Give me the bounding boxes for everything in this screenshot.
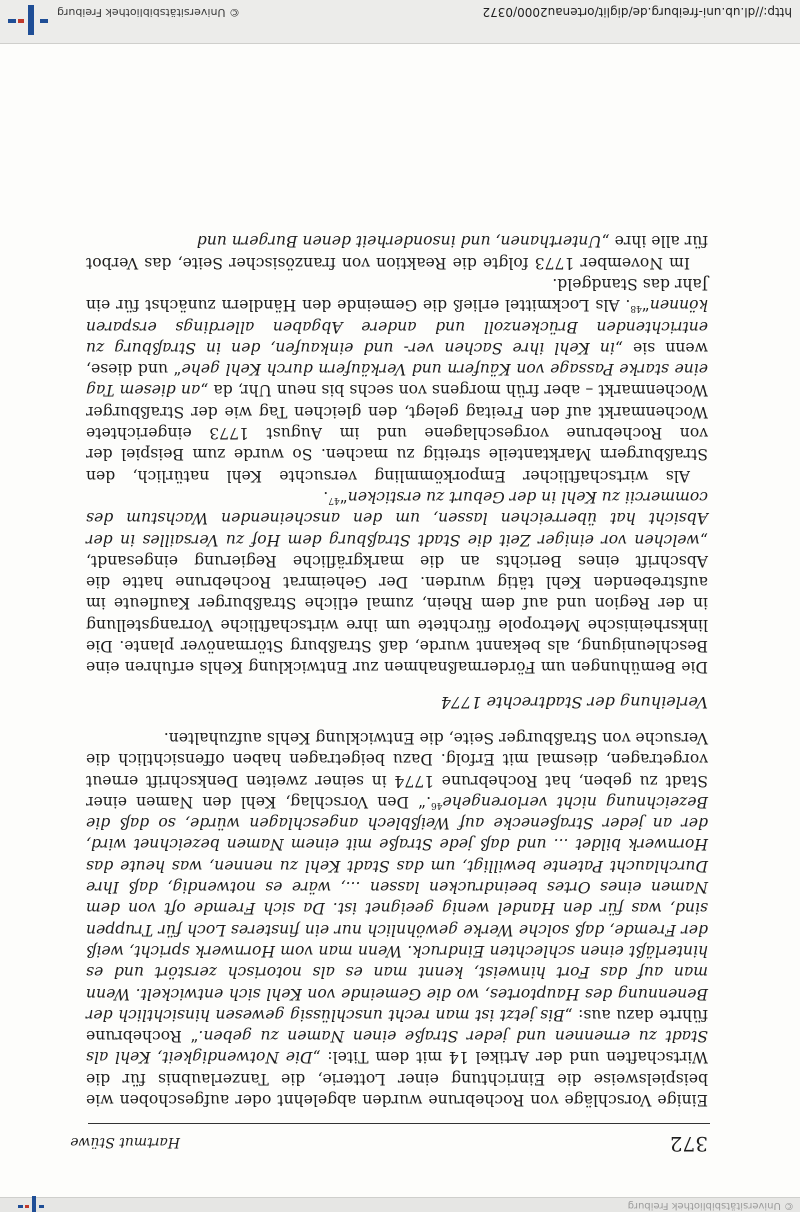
paragraph-3 <box>86 273 708 486</box>
italic-quote: Bis jetzt ist man recht unschlüssig gewesen hinsichtlich der Benennung des Hauptortes, wo die Gemeinde von Kehl sich entwickelt. Wenn man auf das Fort hinweist, kennt man es als notorisch zerstört und es hinterläßt einen schlechten Eindruck. Wenn man vom Hornwerk spricht, weiß der Fremde, daß solche Werke gewöhnlich nur ein finsteres Loch für Truppen sind, was für den Handel wenig geeignet ist. Da sich Fremde oft von dem Namen eines Ortes beeindrucken lassen ..., wäre es notwendig, daß Ihre Durchlaucht Patente bewilligt, um das Stadt Kehl zu nennen, was heute das Hornwerk bildet ... und daß jede Straße mit einem Namen bezeichnet wird, der an jeder Straßenecke auf Weißblech angeschlagen würde, so daß die Bezeichnung nicht verlorengehe <box>85 792 708 1024</box>
italic-quote: an diesem Tag eine starke Passage von Käufern und Verkäufern durch Kehl gehe <box>86 360 708 400</box>
library-logo-icon <box>18 1196 44 1212</box>
library-logo-icon <box>8 3 48 37</box>
text-run: “ und diese, wenn sie „ <box>86 338 708 379</box>
paragraph-4 <box>86 230 708 273</box>
body-text <box>86 230 708 1110</box>
source-url-link[interactable]: http://dl.ub.uni-freiburg.de/diglit/ortenau2000/0372 <box>482 5 792 19</box>
text-run: . Als Lockmittel erließ die Gemeinde den Händlern zunächst für ein Jahr das Standgeld. <box>86 275 708 315</box>
section-heading <box>86 691 708 712</box>
text-run: Die Bemühungen um Fördermaßnahmen zur Entwicklung Kehls erfuhren eine Beschleunigung, als bekannt wurde, daß Straßburg Störmanöver plante. Die linksrheinische Metropole fürchtete um ihre wirtschaftliche Vorrangstellung in der Region und auf dem Rhein, zumal etliche Straßburger Kaufleute im aufstrebenden Kehl tätig wurden. Der Geheimrat Rochebrune hatte die Abschrift eines Berichts an die markgräfliche Regierung eingesandt, „ <box>86 530 708 677</box>
text-run: “ <box>641 296 650 315</box>
header-rule <box>88 1123 710 1124</box>
text-run: Einige Vorschläge von Rochebrune wurden abgelehnt oder aufgeschoben wie beispielsweise die Einrichtung einer Lotterie, die Tanzerlaubnis für die Wirtschaften und der Artikel 14 mit dem Titel: „ <box>86 1048 708 1109</box>
text-run: . <box>323 487 329 506</box>
text-run: Als wirtschaftlicher Emporkömmling versuchte Kehl natürlich, den Straßburgern Marktanteile streitig zu machen. So wurde zum Beispiel der von Rochebrune vorgeschlagene und im August 1773 eingerichtete Wochenmarkt auf den Freitag gelegt, den gleichen Tag wie der Straßburger Wochenmarkt – aber früh morgens von sechs bis neun Uhr, da „ <box>86 381 708 485</box>
italic-quote: Verleihung der Stadtrechte 1774 <box>440 692 708 712</box>
text-run: “ Rochebrune führte dazu aus: „ <box>86 1005 708 1046</box>
page-number: 372 <box>669 1132 708 1156</box>
scan-top-strip <box>0 1197 800 1212</box>
footer-copyright: © Universitätsbibliothek Freiburg <box>57 6 240 19</box>
scan-footer <box>0 0 800 44</box>
italic-quote: welchen vor einiger Zeit die Stadt Straßburg dem Hof zu Versailles in der Absicht hat überreichen lassen, um den anscheinenden Wachstum des commercii zu Kehl in der Geburt zu ersticken <box>86 487 708 549</box>
paragraph-2 <box>86 486 708 678</box>
top-strip-copyright: © Universitätsbibliothek Freiburg <box>627 1200 794 1211</box>
paragraph-1 <box>86 727 708 1110</box>
footnote-ref: 48 <box>630 303 642 314</box>
footnote-ref: 47 <box>328 495 340 506</box>
italic-quote: Unterthanen, und insonderheit denen Burgern und <box>196 232 602 251</box>
footnote-ref: 46 <box>431 800 443 811</box>
italic-quote: Die Notwendigkeit, Kehl als Stadt zu ernennen und jeder Straße einen Namen zu geben. <box>85 1027 708 1067</box>
text-run: “ <box>339 487 348 506</box>
running-head-author: Hartmut Stüwe <box>70 1134 180 1150</box>
text-run: Im November 1773 folgte die Reaktion von französischer Seite, das Verbot für alle ihre „ <box>86 232 708 272</box>
italic-quote: in Kehl ihre Sachen ver- und einkaufen, den in Straßburg zu entrichtenden Brückenzoll und andere Abgaben allerdings ersparen können <box>86 296 708 357</box>
text-run: .“ Den Vorschlag, Kehl den Namen einer Stadt zu geben, hat Rochebrune 1774 in seiner zweiten Denkschrift erneut vorgetragen, diesmal mit Erfolg. Dazu beigetragen haben offensichtlich die Versuche von Straßburger Seite, die Entwicklung Kehls aufzuhalten. <box>86 728 708 811</box>
